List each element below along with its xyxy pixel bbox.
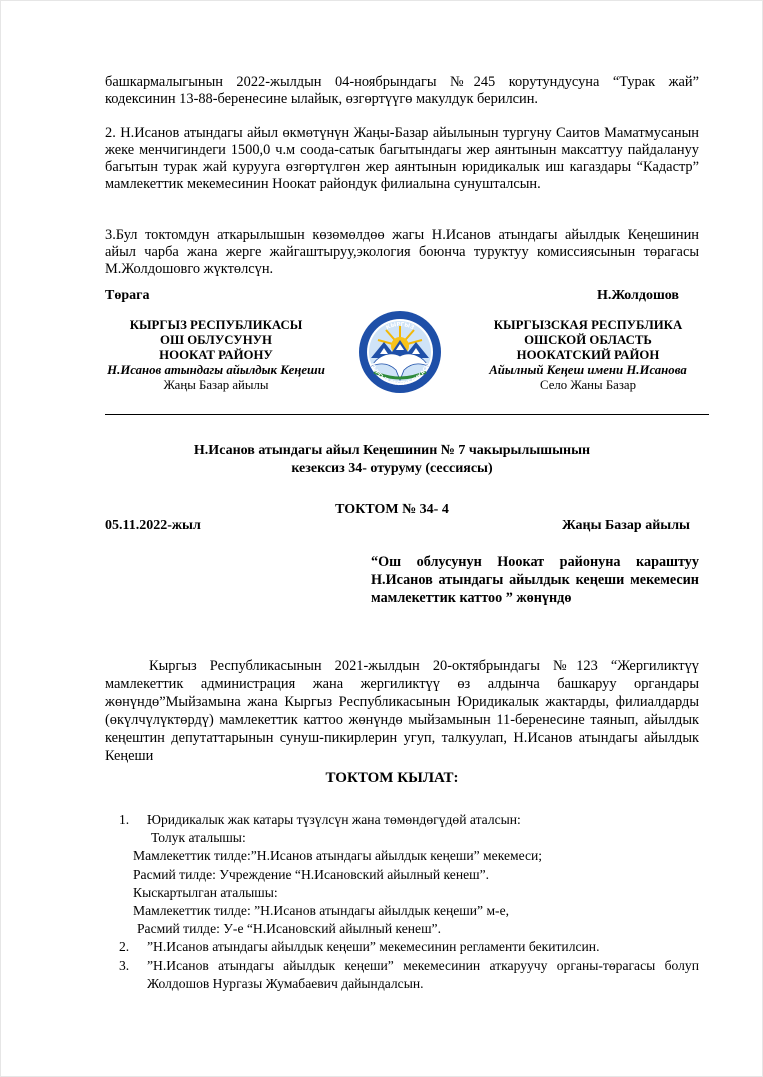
list-number-3: 3. (119, 957, 130, 973)
decree-title: ТОКТОМ № 34- 4 (335, 502, 449, 517)
list-number-2: 2. (119, 939, 130, 955)
short-name-label: Кыскартылган аталышы: (133, 884, 278, 900)
list-item-1 (119, 811, 699, 829)
list-item-2 (119, 938, 699, 956)
header-right (477, 318, 699, 393)
decree-heading: ТОКТОМ КЫЛАТ: (325, 770, 459, 786)
decree-place: Жаңы Базар айылы (562, 518, 690, 533)
decree-date: 05.11.2022-жыл (105, 518, 201, 533)
kyrgyz-emblem-icon (358, 310, 442, 394)
emblem-top-text: КЫРГЫЗ (385, 321, 415, 332)
header-left (105, 318, 327, 393)
header-left-line3: НООКАТ РАЙОНУ (159, 348, 273, 362)
decree-list (119, 811, 699, 993)
header-left-line5: Жаңы Базар айылы (163, 378, 269, 392)
continuation-paragraph: башкармалыгынын 2022-жылдын 04-ноябрындагы №245 корутундусуна “Турак жай” кодексинин 13-88-беренесине ылайык, өзгөртүүгө макулдук берилсин. (105, 74, 699, 107)
emblem-bottom-text: КЫРГЫЗ РЕСПУБЛИКАСЫ (368, 362, 432, 388)
header-right-line5: Село Жаны Базар (540, 378, 636, 392)
header-left-line1: КЫРГЫЗ РЕСПУБЛИКАСЫ (129, 318, 303, 332)
session-title-line2: кезексиз 34- отуруму (сессиясы) (291, 461, 493, 476)
item-3-paragraph: 3.Бул токтомдун аткарылышын көзөмөлдөө жагы Н.Исанов атындагы айылдык Кеңешинин айыл чарба жана жерге жайгаштыруу,экология боюнча туруктуу комиссиясынын төрагасы М.Жолдошовго жүктөлсүн. (105, 227, 699, 277)
signature-role: Төрага (105, 288, 150, 303)
header-left-line2: ОШ ОБЛУСУНУН (160, 333, 272, 347)
header-left-line4: Н.Исанов атындагы айылдык Кеңеши (107, 363, 325, 377)
full-name-official-language: Расмий тилде: Учреждение “Н.Исановский айылный кенеш”. (133, 866, 490, 882)
list-number-1: 1. (119, 812, 130, 827)
header-right-line3: НООКАТСКИЙ РАЙОН (516, 348, 660, 362)
list-item-3-text: ”Н.Исанов атындагы айылдык кеңеши” мекемесинин аткаруучу органы-төрагасы болуп Жолдошов Нургазы Жумабаевич дайындалсын. (147, 957, 699, 991)
list-item-3 (119, 957, 699, 993)
header-right-line4: Айылный Кеӊеш имени Н.Исанова (489, 363, 687, 377)
short-name-state-language: Мамлекеттик тилде: ”Н.Исанов атындагы айылдык кеңеши” м-е, (133, 903, 510, 919)
header-right-line2: ОШСКОЙ ОБЛАСТЬ (524, 333, 652, 347)
list-item-1-text: Юридикалык жак катары түзүлсүн жана төмөндөгүдөй аталсын: (147, 812, 521, 827)
session-title (105, 442, 679, 478)
short-name-official-language: Расмий тилде: У-е “Н.Исановский айылный кенеш”. (137, 921, 441, 937)
decree-subject: “Ош облусунун Ноокат районуна караштуу Н.Исанов атындагы айылдык кеңеши мекемесин мамлекеттик каттоо ” жөнүндө (371, 554, 699, 606)
header-right-line1: КЫРГЫЗСКАЯ РЕСПУБЛИКА (493, 318, 683, 332)
full-name-state-language: Мамлекеттик тилде:”Н.Исанов атындагы айылдык кеңеши” мекемеси; (133, 848, 543, 864)
item-2-paragraph: 2. Н.Исанов атындагы айыл өкмөтүнүн Жаңы-Базар айылынын тургуну Саитов Маматмусанын жеке менчигиндеги 1500,0 ч.м соода-сатык багытындагы жер аянтынын максаттуу пайдалануу багытын турак жай курууга өзгөртүлгөн жер аянтынын юридикалык иш кагаздары “Кадастр” мамлекеттик мекемесинин Ноокат райондук филиалына сунушталсын. (105, 125, 699, 192)
header-divider (105, 414, 709, 415)
session-title-line1: Н.Исанов атындагы айыл Кеңешинин № 7 чакырылышынын (193, 443, 591, 458)
signature-name: Н.Жолдошов (597, 288, 679, 303)
preamble-paragraph: Кыргыз Республикасынын 2021-жылдын 20-октябрындагы №123 “Жергиликтүү мамлекеттик администрация жана жергиликтүү өз алдынча башкаруу органдары жөнүндө”Мыйзамына жана Кыргыз Республикасынын Юридикалык жактарды, филиалдарды (өкүлчүлүктөрдү) мамлекеттик каттоо жөнүндө мыйзамынын 11-беренесине таянып, айылдык кеңештин депутаттарынын сунуш-пикирлерин угуп, талкуулап, Н.Исанов атындагы айылдык Кеңеши (105, 658, 699, 764)
full-name-label: Толук аталышы: (151, 830, 246, 846)
list-item-2-text: ”Н.Исанов атындагы айылдык кеңеши” мекемесинин регламенти бекитилсин. (147, 939, 600, 955)
